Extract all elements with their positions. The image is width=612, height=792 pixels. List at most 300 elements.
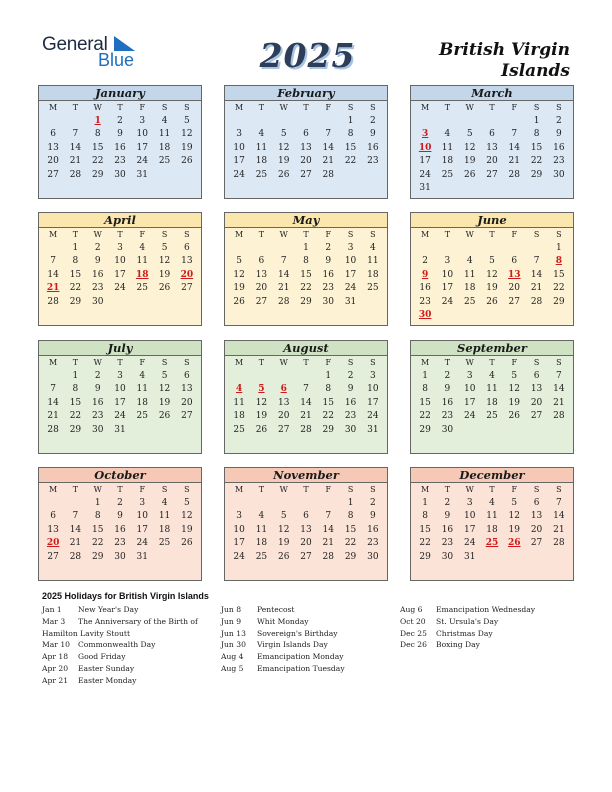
day-cell: 12 (181, 129, 193, 139)
day-cell: 2 (422, 256, 428, 266)
weekday-header: S (347, 485, 354, 494)
day-cell: 3 (139, 497, 146, 508)
day-cell: 22 (530, 156, 543, 166)
day-cell: 28 (322, 169, 334, 180)
day-cell: 2 (94, 370, 101, 381)
day-cell: 26 (158, 411, 171, 421)
holiday-name: Emancipation Tuesday (257, 663, 345, 673)
day-cell: 2 (347, 370, 354, 381)
day-cell: 17 (114, 397, 126, 408)
day-cell: 12 (233, 269, 245, 280)
holiday-day: 21 (46, 283, 60, 293)
holiday-name: Christmas Day (436, 628, 493, 638)
day-cell: 9 (117, 129, 123, 139)
day-cell: 9 (369, 129, 376, 139)
day-grid (411, 228, 573, 323)
weekday-header: M (421, 485, 430, 494)
day-cell: 17 (344, 269, 357, 280)
day-cell: 26 (277, 169, 290, 180)
day-cell: 15 (69, 269, 82, 280)
day-cell: 22 (419, 411, 431, 421)
day-cell: 4 (466, 256, 473, 266)
day-cell: 20 (47, 156, 59, 166)
day-cell: 25 (158, 538, 171, 548)
weekday-header: T (303, 103, 309, 112)
holiday-row (400, 616, 535, 628)
day-cell: 15 (344, 524, 357, 535)
day-cell: 19 (255, 411, 268, 421)
day-cell: 18 (158, 142, 171, 153)
weekday-header: S (161, 230, 168, 239)
day-cell: 18 (367, 269, 379, 280)
day-cell: 21 (322, 156, 334, 166)
day-cell: 3 (369, 370, 376, 381)
weekday-header: W (279, 103, 288, 112)
empty-cell (273, 242, 295, 256)
day-cell: 17 (136, 524, 148, 535)
day-cell: 18 (233, 411, 245, 421)
weekday-header: M (49, 103, 58, 112)
day-cell: 2 (444, 370, 451, 381)
weekday-header: S (184, 103, 190, 112)
day-cell: 8 (347, 511, 354, 521)
day-cell: 2 (369, 115, 376, 126)
day-cell: 6 (303, 129, 309, 139)
weekday-header: F (325, 485, 332, 494)
day-cell: 27 (530, 411, 543, 421)
weekday-header: W (93, 358, 102, 367)
holiday-row (400, 639, 535, 651)
day-cell: 17 (463, 397, 476, 408)
holiday-column (42, 604, 198, 687)
day-cell: 21 (277, 283, 290, 293)
day-cell: 19 (158, 397, 171, 408)
holiday-date: Dec 25 (400, 628, 427, 638)
day-cell: 20 (530, 524, 543, 535)
day-cell: 30 (114, 551, 126, 562)
day-cell: 30 (441, 551, 454, 562)
day-cell: 14 (69, 524, 82, 535)
day-cell: 20 (181, 397, 193, 408)
day-cell: 3 (347, 242, 354, 253)
day-cell: 9 (94, 384, 101, 394)
empty-cell (42, 242, 64, 256)
empty-cell (525, 242, 547, 256)
day-cell: 4 (139, 370, 146, 381)
holiday-date: Aug 5 (221, 663, 244, 673)
empty-cell (295, 115, 317, 129)
day-cell: 13 (300, 524, 312, 535)
day-cell: 9 (347, 384, 354, 394)
day-cell: 22 (419, 538, 431, 548)
day-cell: 25 (486, 411, 498, 421)
month-august (224, 340, 388, 454)
weekday-header: M (49, 230, 58, 239)
empty-cell (503, 242, 525, 256)
day-grid (225, 483, 387, 564)
generalblue-logo (42, 34, 142, 70)
holiday-day: 26 (508, 538, 521, 548)
day-cell: 16 (114, 142, 126, 153)
day-cell: 7 (533, 256, 540, 266)
day-cell: 30 (322, 296, 334, 307)
day-cell: 31 (463, 551, 476, 562)
weekday-header: M (235, 358, 244, 367)
day-cell: 23 (322, 283, 334, 293)
weekday-header: S (370, 358, 376, 367)
day-cell: 26 (181, 156, 193, 166)
empty-cell (250, 370, 272, 384)
day-cell: 8 (94, 511, 101, 521)
holiday-date: Jun 13 (221, 628, 246, 638)
weekday-header: S (533, 485, 540, 494)
weekday-header: S (161, 358, 168, 367)
day-cell: 10 (114, 384, 126, 394)
holiday-name: Easter Monday (78, 675, 137, 685)
day-grid (39, 483, 201, 564)
holiday-day: 30 (418, 310, 432, 320)
day-cell: 14 (47, 397, 59, 408)
empty-cell (64, 115, 86, 129)
day-cell: 1 (325, 370, 332, 381)
day-cell: 16 (91, 269, 104, 280)
day-cell: 22 (344, 538, 357, 548)
day-cell: 4 (489, 370, 495, 381)
day-cell: 14 (322, 524, 334, 535)
holiday-date: Dec 26 (400, 640, 427, 650)
weekday-header: S (347, 358, 354, 367)
day-cell: 31 (419, 183, 431, 193)
holiday-row (221, 616, 345, 628)
holiday-day: 18 (136, 269, 149, 280)
holiday-row (42, 651, 198, 663)
day-cell: 5 (511, 497, 518, 508)
day-cell: 13 (530, 384, 543, 394)
day-cell: 6 (183, 370, 190, 381)
day-cell: 21 (47, 411, 59, 421)
holiday-date: Apr 18 (42, 652, 69, 662)
holiday-day: 4 (236, 384, 243, 394)
day-cell: 16 (553, 142, 565, 153)
day-cell: 10 (233, 142, 245, 153)
day-cell: 25 (158, 156, 171, 166)
day-cell: 25 (136, 283, 148, 293)
day-cell: 12 (508, 511, 520, 521)
day-cell: 6 (533, 370, 540, 381)
day-cell: 13 (255, 269, 268, 280)
day-cell: 29 (322, 424, 334, 435)
weekday-header: T (117, 230, 123, 239)
day-cell: 17 (233, 156, 245, 166)
day-cell: 4 (369, 242, 376, 253)
day-cell: 19 (508, 397, 520, 408)
day-cell: 21 (69, 156, 82, 166)
day-cell: 10 (114, 256, 126, 266)
day-cell: 2 (117, 115, 123, 126)
day-cell: 5 (489, 256, 495, 266)
day-cell: 1 (422, 370, 428, 381)
day-cell: 31 (344, 296, 357, 307)
day-cell: 11 (441, 142, 454, 153)
day-cell: 15 (300, 269, 312, 280)
holiday-day: 9 (422, 269, 429, 280)
day-cell: 28 (47, 424, 59, 435)
day-cell: 8 (422, 384, 428, 394)
day-cell: 11 (255, 142, 268, 153)
day-cell: 3 (236, 129, 242, 139)
holiday-row (42, 675, 198, 687)
day-cell: 5 (280, 511, 287, 521)
weekday-header: T (303, 230, 309, 239)
day-cell: 23 (553, 156, 565, 166)
holiday-row (221, 651, 345, 663)
day-cell: 2 (117, 497, 123, 508)
month-january (38, 85, 202, 199)
day-cell: 3 (139, 115, 146, 126)
weekday-header: T (444, 103, 451, 112)
day-grid (225, 356, 387, 437)
day-cell: 15 (69, 397, 82, 408)
day-cell: 2 (369, 497, 376, 508)
day-cell: 28 (508, 169, 520, 180)
weekday-header: S (161, 103, 168, 112)
day-cell: 3 (117, 242, 123, 253)
day-cell: 28 (322, 551, 334, 562)
weekday-header: T (489, 358, 495, 367)
holiday-row (42, 663, 198, 675)
empty-cell (250, 242, 272, 256)
day-cell: 21 (69, 538, 82, 548)
day-cell: 14 (277, 269, 290, 280)
day-cell: 31 (136, 169, 148, 180)
month-september (410, 340, 574, 454)
day-cell: 23 (441, 538, 454, 548)
day-cell: 3 (466, 370, 473, 381)
day-cell: 11 (158, 129, 171, 139)
day-cell: 13 (47, 142, 59, 153)
country-title (370, 40, 570, 82)
day-cell: 29 (69, 296, 82, 307)
weekday-header: T (489, 103, 495, 112)
day-cell: 16 (114, 524, 126, 535)
month-name: June (411, 213, 573, 228)
day-cell: 27 (47, 169, 59, 180)
weekday-header: W (279, 358, 288, 367)
empty-cell (273, 497, 295, 511)
day-cell: 15 (419, 397, 431, 408)
day-cell: 15 (553, 269, 565, 280)
day-cell: 8 (533, 129, 540, 139)
day-cell: 20 (300, 538, 312, 548)
weekday-header: F (139, 485, 146, 494)
day-cell: 20 (530, 397, 543, 408)
day-cell: 23 (367, 538, 379, 548)
month-october (38, 467, 202, 581)
holiday-day: 5 (258, 384, 265, 394)
day-cell: 5 (183, 115, 190, 126)
weekday-header: T (444, 230, 451, 239)
holiday-name: New Year's Day (78, 605, 139, 614)
day-cell: 14 (322, 142, 334, 153)
day-cell: 9 (369, 511, 376, 521)
day-cell: 10 (233, 524, 245, 535)
holiday-row (221, 604, 345, 616)
weekday-header: S (556, 103, 562, 112)
day-grid (411, 483, 573, 564)
day-cell: 6 (50, 129, 56, 139)
day-cell: 9 (94, 256, 101, 266)
weekday-header: M (49, 358, 58, 367)
day-cell: 14 (530, 269, 543, 280)
holiday-column (400, 604, 535, 651)
day-cell: 17 (367, 397, 379, 408)
weekday-header: S (556, 485, 562, 494)
day-cell: 14 (300, 397, 312, 408)
day-cell: 5 (236, 256, 242, 266)
day-grid (411, 356, 573, 437)
weekday-header: S (370, 230, 376, 239)
empty-cell (317, 497, 339, 511)
holiday-row (221, 663, 345, 675)
day-cell: 11 (486, 511, 498, 521)
weekday-header: W (465, 103, 474, 112)
empty-cell (273, 370, 295, 384)
day-cell: 29 (419, 551, 431, 562)
day-cell: 14 (553, 511, 565, 521)
day-cell: 26 (255, 424, 268, 435)
weekday-header: F (139, 230, 146, 239)
weekday-header: W (279, 485, 288, 494)
day-cell: 28 (553, 538, 565, 548)
day-cell: 6 (50, 511, 56, 521)
day-cell: 28 (553, 411, 565, 421)
weekday-header: F (139, 103, 146, 112)
weekday-header: W (465, 358, 474, 367)
day-cell: 12 (463, 142, 476, 153)
month-name: April (39, 213, 201, 228)
day-cell: 15 (344, 142, 357, 153)
holiday-day: 13 (508, 269, 521, 280)
day-cell: 4 (489, 497, 495, 508)
holiday-name: The Anniversary of the Birth of (78, 616, 198, 626)
weekday-header: W (93, 230, 102, 239)
holiday-name: Whit Monday (257, 616, 309, 626)
holiday-date: Aug 4 (221, 652, 244, 662)
day-grid (225, 228, 387, 309)
day-cell: 26 (508, 411, 520, 421)
day-grid (225, 101, 387, 182)
day-cell: 5 (280, 129, 287, 139)
day-cell: 24 (233, 551, 245, 562)
day-cell: 28 (300, 424, 312, 435)
weekday-header: T (489, 230, 495, 239)
day-cell: 23 (114, 538, 126, 548)
day-cell: 25 (255, 551, 268, 562)
day-cell: 22 (344, 156, 357, 166)
day-cell: 15 (322, 397, 334, 408)
day-cell: 18 (441, 156, 454, 166)
day-cell: 8 (325, 384, 332, 394)
holiday-date: Mar 10 (42, 640, 71, 650)
day-cell: 19 (158, 269, 171, 280)
country-line-2: Islands (501, 61, 570, 81)
day-cell: 8 (347, 129, 354, 139)
day-cell: 16 (419, 283, 431, 293)
day-cell: 31 (114, 424, 126, 435)
month-name: October (39, 468, 201, 483)
empty-cell (295, 497, 317, 511)
empty-cell (250, 115, 272, 129)
day-cell: 9 (444, 384, 451, 394)
weekday-header: W (465, 485, 474, 494)
day-cell: 9 (555, 129, 562, 139)
day-cell: 1 (555, 242, 562, 253)
day-cell: 1 (94, 497, 101, 508)
day-cell: 9 (325, 256, 332, 266)
holiday-day: 3 (422, 129, 429, 139)
day-cell: 26 (463, 169, 476, 180)
day-cell: 24 (367, 411, 379, 421)
day-cell: 19 (181, 524, 193, 535)
month-november (224, 467, 388, 581)
day-cell: 15 (91, 524, 104, 535)
day-cell: 30 (91, 424, 104, 435)
day-cell: 20 (300, 156, 312, 166)
day-cell: 24 (233, 169, 245, 180)
day-cell: 5 (161, 370, 168, 381)
month-february (224, 85, 388, 199)
holiday-name: Commonwealth Day (78, 640, 156, 650)
day-cell: 3 (236, 511, 242, 521)
day-cell: 4 (161, 497, 168, 508)
day-cell: 27 (530, 538, 543, 548)
holiday-day: 1 (94, 115, 101, 126)
holiday-name: Pentecost (257, 605, 295, 614)
empty-cell (436, 242, 458, 256)
day-cell: 15 (91, 142, 104, 153)
day-cell: 14 (508, 142, 520, 153)
weekday-header: S (347, 103, 354, 112)
day-cell: 24 (463, 538, 476, 548)
holiday-name: Sovereign's Birthday (257, 628, 338, 638)
day-cell: 17 (136, 142, 148, 153)
day-cell: 24 (114, 411, 126, 421)
weekday-header: T (258, 230, 265, 239)
empty-cell (503, 115, 525, 129)
day-cell: 18 (255, 538, 268, 548)
day-cell: 29 (69, 424, 82, 435)
empty-cell (42, 370, 64, 384)
empty-cell (295, 370, 317, 384)
day-cell: 7 (50, 384, 56, 394)
holiday-day: 6 (280, 384, 287, 394)
weekday-header: F (325, 358, 332, 367)
day-cell: 22 (300, 283, 312, 293)
holiday-date: Jan 1 (42, 605, 62, 614)
holiday-name: Virgin Islands Day (257, 640, 328, 650)
day-cell: 22 (91, 156, 104, 166)
day-cell: 27 (300, 169, 312, 180)
day-cell: 20 (508, 283, 520, 293)
month-name: December (411, 468, 573, 483)
holiday-date: Jun 9 (221, 616, 242, 626)
day-cell: 19 (508, 524, 520, 535)
day-cell: 6 (303, 511, 309, 521)
weekday-header: T (117, 358, 123, 367)
holiday-row (221, 639, 345, 651)
day-cell: 29 (553, 296, 565, 307)
month-june (410, 212, 574, 326)
